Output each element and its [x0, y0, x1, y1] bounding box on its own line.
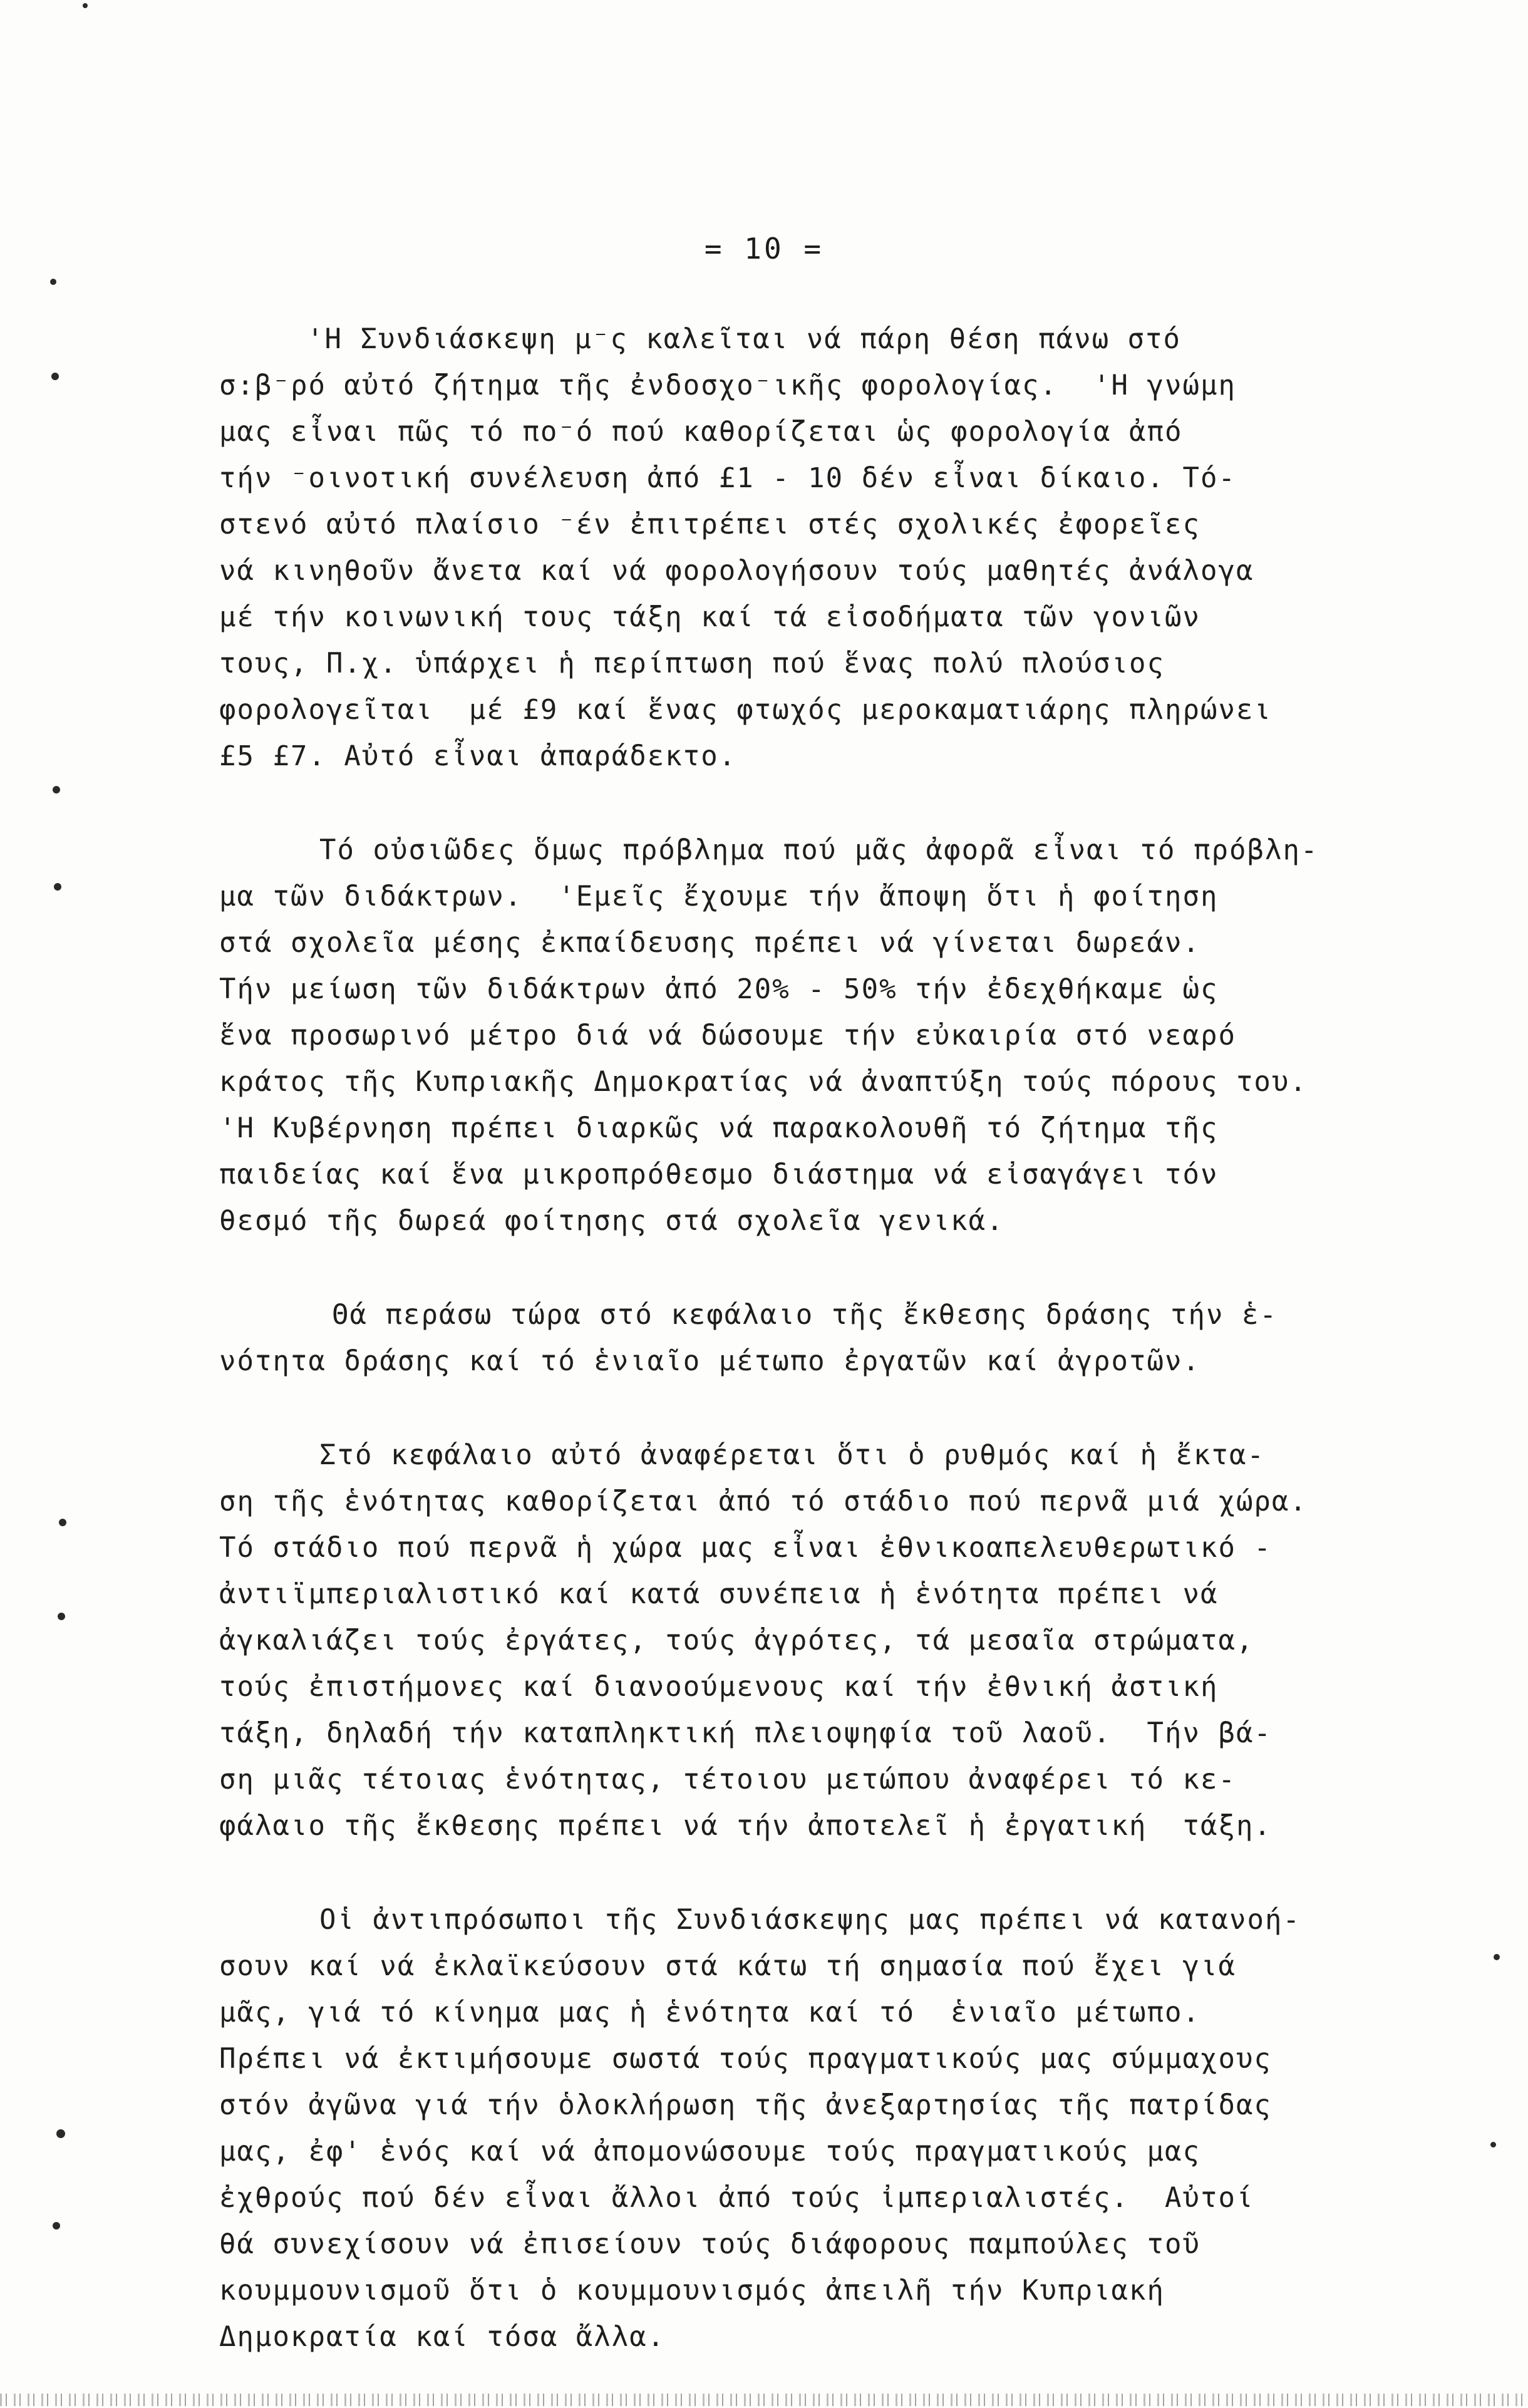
- text-line: ἕνα προσωρινό μέτρο διά νά δώσουμε τήν εὐκαιρία στό νεαρό: [219, 1020, 1236, 1052]
- text-line: Τό οὐσιῶδες ὅμως πρόβλημα πού μᾶς ἀφορᾶ εἶναι τό πρόβλη-: [319, 834, 1319, 866]
- scan-speck: [56, 2129, 65, 2138]
- scan-speck: [1494, 1954, 1500, 1960]
- paragraph-3: [219, 1292, 1409, 1385]
- paragraph-1: [219, 316, 1409, 780]
- text-line: νότητα δράσης καί τό ἑνιαῖο μέτωπο ἐργατῶν καί ἀγροτῶν.: [219, 1345, 1200, 1377]
- text-line: μα τῶν διδάκτρων. 'Εμεῖς ἔχουμε τήν ἄποψη ὅτι ἡ φοίτηση: [219, 881, 1219, 912]
- text-line: Τό στάδιο πού περνᾶ ἡ χώρα μας εἶναι ἐθνικοαπελευθερωτικό -: [219, 1532, 1272, 1564]
- text-line: Πρέπει νά ἐκτιμήσουμε σωστά τούς πραγματικούς μας σύμμαχους: [219, 2043, 1272, 2075]
- text-line: τούς ἐπιστήμονες καί διανοούμενους καί τήν ἐθνική ἀστική: [219, 1671, 1219, 1703]
- text-line: τάξη, δηλαδή τήν καταπληκτική πλειοψηφία τοῦ λαοῦ. Τήν βά-: [219, 1717, 1272, 1749]
- text-line: σουν καί νά ἐκλαϊκεύσουν στά κάτω τή σημασία πού ἔχει γιά: [219, 1950, 1236, 1982]
- text-line: Τήν μείωση τῶν διδάκτρων ἀπό 20% - 50% τήν ἐδεχθήκαμε ὡς: [219, 973, 1219, 1005]
- text-line: φάλαιο τῆς ἔκθεσης πρέπει νά τήν ἀποτελεῖ ἡ ἐργατική τάξη.: [219, 1810, 1272, 1842]
- text-line: νά κινηθοῦν ἄνετα καί νά φορολογήσουν τούς μαθητές ἀνάλογα: [219, 555, 1254, 587]
- text-line: κράτος τῆς Κυπριακῆς Δημοκρατίας νά ἀναπτύξη τούς πόρους του.: [219, 1066, 1308, 1098]
- text-line: στά σχολεῖα μέσης ἐκπαίδευσης πρέπει νά γίνεται δωρεάν.: [219, 927, 1200, 959]
- scan-speck: [54, 883, 61, 891]
- text-line: παιδείας καί ἕνα μικροπρόθεσμο διάστημα νά εἰσαγάγει τόν: [219, 1159, 1219, 1191]
- text-line: Οἱ ἀντιπρόσωποι τῆς Συνδιάσκεψης μας πρέπει νά κατανοή-: [319, 1904, 1301, 1936]
- scan-speck: [50, 279, 56, 285]
- text-line: ἀγκαλιάζει τούς ἐργάτες, τούς ἀγρότες, τά μεσαῖα στρώματα,: [219, 1625, 1254, 1656]
- text-line: κουμμουνισμοῦ ὅτι ὁ κουμμουνισμός ἀπειλῆ τήν Κυπριακή: [219, 2275, 1165, 2307]
- text-line: ση μιᾶς τέτοιας ἑνότητας, τέτοιου μετώπου ἀναφέρει τό κε-: [219, 1764, 1236, 1796]
- scan-speck: [58, 1613, 65, 1620]
- text-line: Δημοκρατία καί τόσα ἄλλα.: [219, 2321, 666, 2353]
- text-line: 'Η Συνδιάσκεψη μ⁻ς καλεῖται νά πάρη θέση πάνω στό: [307, 323, 1182, 355]
- text-line: μέ τήν κοινωνική τους τάξη καί τά εἰσοδήματα τῶν γονιῶν: [219, 601, 1200, 633]
- text-line: θά συνεχίσουν νά ἐπισείουν τούς διάφορους παμπούλες τοῦ: [219, 2228, 1200, 2260]
- text-line: ἐχθρούς πού δέν εἶναι ἄλλοι ἀπό τούς ἰμπεριαλιστές. Αὐτοί: [219, 2182, 1254, 2214]
- scan-speck: [53, 786, 60, 793]
- scan-edge-noise: [0, 2394, 1528, 2406]
- text-line: 'Η Κυβέρνηση πρέπει διαρκῶς νά παρακολουθῆ τό ζήτημα τῆς: [219, 1112, 1219, 1144]
- text-line: ἀντιϊμπεριαλιστικό καί κατά συνέπεια ἡ ἑνότητα πρέπει νά: [219, 1578, 1219, 1610]
- text-line: τους, Π.χ. ὑπάρχει ἡ περίπτωση πού ἕνας πολύ πλούσιος: [219, 648, 1165, 680]
- text-line: στόν ἀγῶνα γιά τήν ὁλοκλήρωση τῆς ἀνεξαρτησίας τῆς πατρίδας: [219, 2089, 1272, 2121]
- text-line: Θά περάσω τώρα στό κεφάλαιο τῆς ἔκθεσης δράσης τήν ἑ-: [332, 1299, 1278, 1331]
- paragraph-4: [219, 1432, 1409, 1849]
- text-line: ση τῆς ἑνότητας καθορίζεται ἀπό τό στάδιο πού περνᾶ μιά χώρα.: [219, 1486, 1308, 1517]
- document-body: [219, 316, 1409, 2408]
- scan-speck: [53, 2222, 60, 2230]
- scan-speck: [51, 373, 59, 380]
- text-line: Στό κεφάλαιο αὐτό ἀναφέρεται ὅτι ὁ ρυθμός καί ἡ ἔκτα-: [319, 1439, 1265, 1471]
- scan-speck: [83, 3, 88, 8]
- text-line: £5 £7. Αὐτό εἶναι ἀπαράδεκτο.: [219, 740, 737, 772]
- text-line: μᾶς, γιά τό κίνημα μας ἡ ἑνότητα καί τό ἑνιαῖο μέτωπο.: [219, 1997, 1200, 2028]
- scan-speck: [1490, 2142, 1496, 2147]
- text-line: τήν ⁻οινοτική συνέλευση ἀπό £1 - 10 δέν εἶναι δίκαιο. Τό-: [219, 462, 1236, 494]
- paragraph-2: [219, 827, 1409, 1244]
- text-line: μας, ἐφ' ἑνός καί νά ἀπομονώσουμε τούς πραγματικούς μας: [219, 2136, 1200, 2168]
- page-number: = 10 =: [704, 232, 824, 266]
- scan-speck: [59, 1519, 66, 1526]
- text-line: στενό αὐτό πλαίσιο ⁻έν ἐπιτρέπει στές σχολικές ἐφορεῖες: [219, 509, 1200, 540]
- text-line: σ:β⁻ρό αὐτό ζήτημα τῆς ἐνδοσχο⁻ικῆς φορολογίας. 'Η γνώμη: [219, 369, 1236, 401]
- text-line: θεσμό τῆς δωρεά φοίτησης στά σχολεῖα γενικά.: [219, 1205, 1004, 1237]
- text-line: φορολογεῖται μέ £9 καί ἕνας φτωχός μεροκαματιάρης πληρώνει: [219, 694, 1272, 726]
- paragraph-5: [219, 1897, 1409, 2360]
- text-line: μας εἶναι πῶς τό πο⁻ό πού καθορίζεται ὡς φορολογία ἀπό: [219, 416, 1183, 448]
